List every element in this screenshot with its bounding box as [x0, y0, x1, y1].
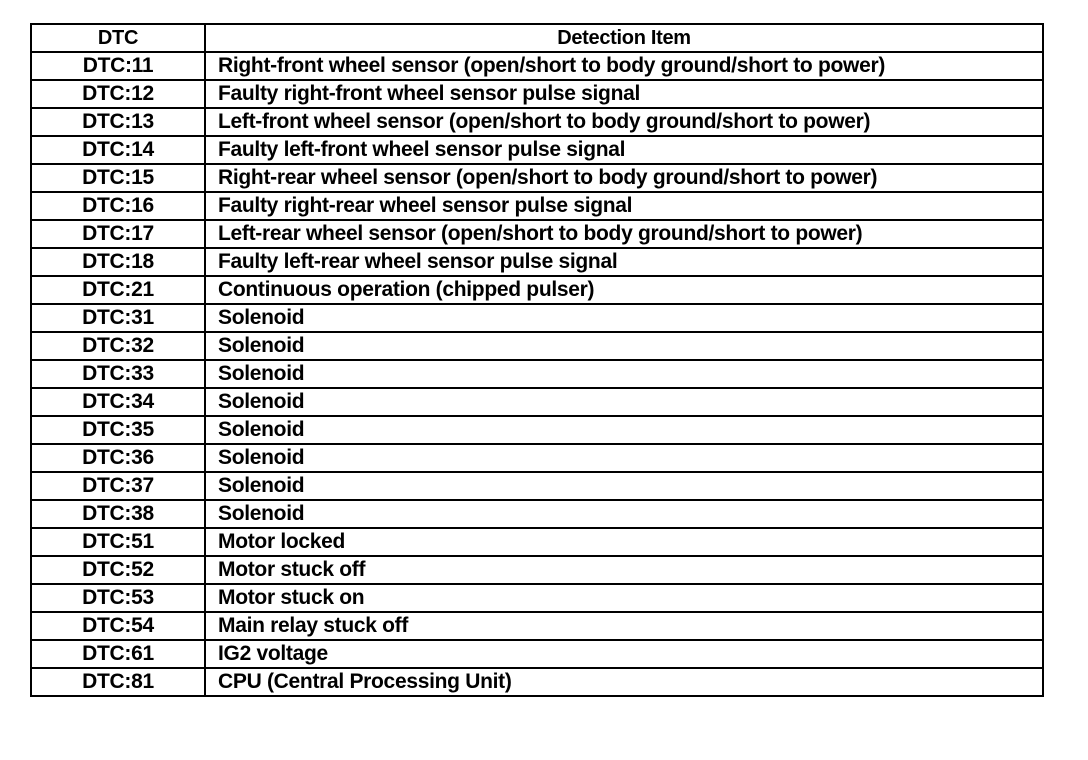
table-row	[31, 640, 1043, 668]
dtc-code-cell: DTC:61	[31, 640, 205, 668]
dtc-table	[30, 23, 1044, 697]
header-row	[31, 24, 1043, 52]
table-row	[31, 556, 1043, 584]
detection-item-cell: Right-front wheel sensor (open/short to body ground/short to power)	[205, 52, 1043, 80]
detection-item-cell: Solenoid	[205, 304, 1043, 332]
detection-item-cell: Solenoid	[205, 444, 1043, 472]
detection-item-cell: Motor stuck off	[205, 556, 1043, 584]
detection-item-cell: IG2 voltage	[205, 640, 1043, 668]
table-row	[31, 444, 1043, 472]
table-row	[31, 108, 1043, 136]
dtc-code-cell: DTC:36	[31, 444, 205, 472]
dtc-code-cell: DTC:54	[31, 612, 205, 640]
detection-item-cell: Right-rear wheel sensor (open/short to body ground/short to power)	[205, 164, 1043, 192]
table-row	[31, 388, 1043, 416]
dtc-code-cell: DTC:51	[31, 528, 205, 556]
dtc-code-cell: DTC:52	[31, 556, 205, 584]
table-row	[31, 528, 1043, 556]
detection-item-cell: Motor locked	[205, 528, 1043, 556]
dtc-code-cell: DTC:11	[31, 52, 205, 80]
table-row	[31, 276, 1043, 304]
table-row	[31, 500, 1043, 528]
detection-item-cell: Continuous operation (chipped pulser)	[205, 276, 1043, 304]
table-row	[31, 332, 1043, 360]
header-detection-item: Detection Item	[205, 24, 1043, 52]
detection-item-cell: Solenoid	[205, 500, 1043, 528]
detection-item-cell: Solenoid	[205, 360, 1043, 388]
dtc-code-cell: DTC:18	[31, 248, 205, 276]
table-row	[31, 668, 1043, 696]
table-row	[31, 220, 1043, 248]
detection-item-cell: Solenoid	[205, 416, 1043, 444]
detection-item-cell: CPU (Central Processing Unit)	[205, 668, 1043, 696]
detection-item-cell: Solenoid	[205, 332, 1043, 360]
dtc-code-cell: DTC:14	[31, 136, 205, 164]
dtc-code-cell: DTC:21	[31, 276, 205, 304]
detection-item-cell: Solenoid	[205, 472, 1043, 500]
table-row	[31, 584, 1043, 612]
table-row	[31, 472, 1043, 500]
dtc-code-cell: DTC:53	[31, 584, 205, 612]
dtc-code-cell: DTC:31	[31, 304, 205, 332]
dtc-code-cell: DTC:16	[31, 192, 205, 220]
table-row	[31, 416, 1043, 444]
dtc-code-cell: DTC:81	[31, 668, 205, 696]
table-row	[31, 612, 1043, 640]
table-row	[31, 192, 1043, 220]
dtc-code-cell: DTC:12	[31, 80, 205, 108]
header-dtc: DTC	[31, 24, 205, 52]
table-header	[31, 24, 1043, 52]
detection-item-cell: Faulty right-rear wheel sensor pulse signal	[205, 192, 1043, 220]
table-row	[31, 304, 1043, 332]
detection-item-cell: Faulty right-front wheel sensor pulse signal	[205, 80, 1043, 108]
detection-item-cell: Left-rear wheel sensor (open/short to body ground/short to power)	[205, 220, 1043, 248]
table-row	[31, 80, 1043, 108]
dtc-code-cell: DTC:15	[31, 164, 205, 192]
detection-item-cell: Faulty left-front wheel sensor pulse signal	[205, 136, 1043, 164]
table-row	[31, 52, 1043, 80]
table-row	[31, 248, 1043, 276]
detection-item-cell: Motor stuck on	[205, 584, 1043, 612]
dtc-code-cell: DTC:33	[31, 360, 205, 388]
dtc-code-cell: DTC:34	[31, 388, 205, 416]
detection-item-cell: Left-front wheel sensor (open/short to body ground/short to power)	[205, 108, 1043, 136]
table-body	[31, 52, 1043, 696]
detection-item-cell: Main relay stuck off	[205, 612, 1043, 640]
table-row	[31, 360, 1043, 388]
dtc-code-cell: DTC:37	[31, 472, 205, 500]
table-row	[31, 136, 1043, 164]
dtc-code-cell: DTC:38	[31, 500, 205, 528]
table-row	[31, 164, 1043, 192]
dtc-code-cell: DTC:17	[31, 220, 205, 248]
detection-item-cell: Solenoid	[205, 388, 1043, 416]
dtc-code-cell: DTC:35	[31, 416, 205, 444]
dtc-code-cell: DTC:13	[31, 108, 205, 136]
dtc-code-cell: DTC:32	[31, 332, 205, 360]
detection-item-cell: Faulty left-rear wheel sensor pulse signal	[205, 248, 1043, 276]
